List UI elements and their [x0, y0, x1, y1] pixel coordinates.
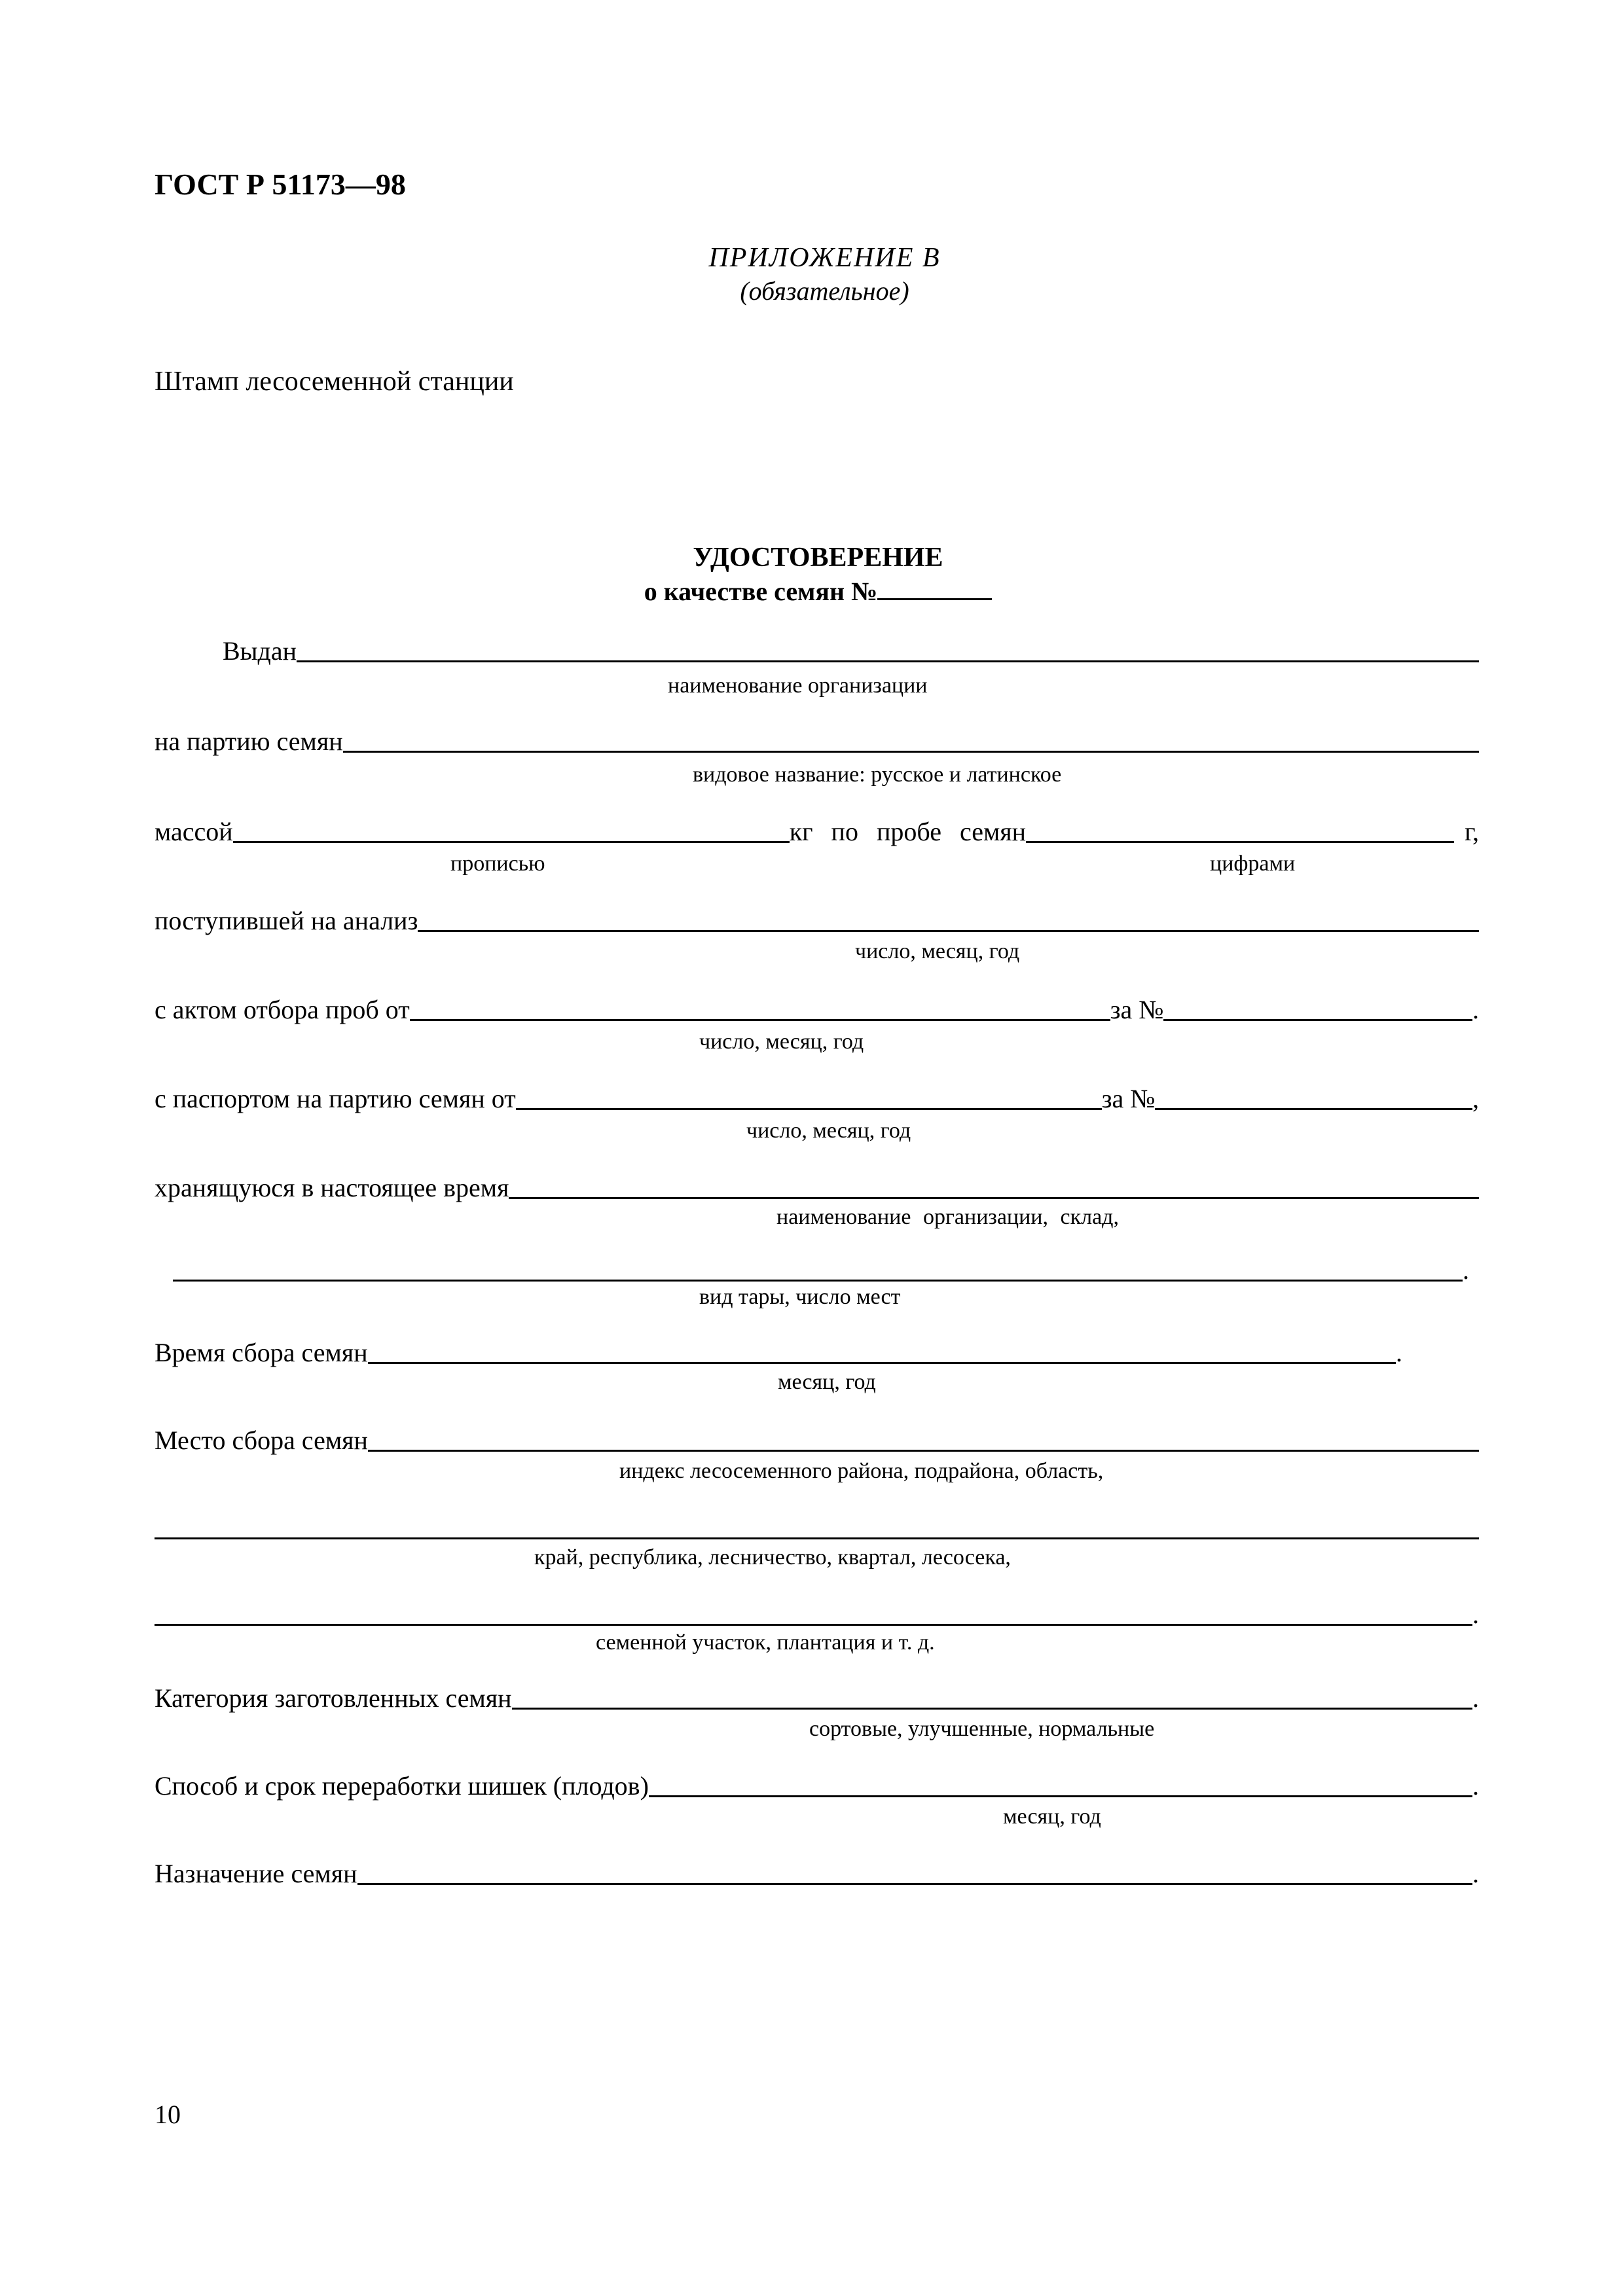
certificate-title: УДОСТОВЕРЕНИЕ	[693, 543, 943, 573]
mass-caption-words: прописью	[450, 852, 545, 876]
purpose-row	[155, 1854, 1479, 1890]
processing-label: Способ и срок переработки шишек (плодов)	[155, 1771, 649, 1801]
mass-row	[155, 812, 1479, 848]
collect-place2-field[interactable]	[155, 1511, 1479, 1539]
collect-place2-row	[155, 1508, 1479, 1545]
act-row	[155, 990, 1479, 1026]
collect-place-caption: индекс лесосеменного района, подрайона, область,	[619, 1459, 1104, 1483]
certificate-subtitle	[0, 575, 1623, 608]
category-row	[155, 1678, 1479, 1715]
received-label: поступившей на анализ	[155, 906, 418, 935]
act-date-field[interactable]	[410, 993, 1110, 1021]
collect-place2-caption: край, республика, лесничество, квартал, лесосека,	[534, 1545, 1011, 1570]
mass-end-text: г,	[1465, 817, 1479, 846]
collect-place3-row	[155, 1594, 1479, 1631]
purpose-label: Назначение семян	[155, 1859, 357, 1888]
received-field[interactable]	[418, 904, 1479, 932]
collect-time-caption: месяц, год	[778, 1370, 876, 1394]
appendix-subtitle: (обязательное)	[740, 276, 909, 306]
issued-caption: наименование организации	[668, 673, 928, 698]
processing-end-text: .	[1472, 1771, 1479, 1801]
page-number: 10	[155, 2100, 181, 2129]
passport-label: с паспортом на партию семян от	[155, 1084, 516, 1113]
act-label: с актом отбора проб от	[155, 995, 410, 1024]
collect-place-row	[155, 1420, 1479, 1457]
purpose-field[interactable]	[357, 1857, 1472, 1885]
issued-label: Выдан	[223, 636, 297, 666]
category-field[interactable]	[512, 1681, 1472, 1710]
stored-caption: наименование организации, склад,	[776, 1205, 1119, 1229]
category-end-text: .	[1472, 1683, 1479, 1713]
collect-place-field[interactable]	[368, 1424, 1479, 1452]
category-label: Категория заготовленных семян	[155, 1683, 512, 1713]
mass-words-field[interactable]	[233, 815, 790, 843]
processing-row	[155, 1766, 1479, 1803]
collect-time-row	[155, 1333, 1402, 1369]
passport-number-field[interactable]	[1155, 1082, 1472, 1110]
passport-row	[155, 1079, 1479, 1115]
collect-time-field[interactable]	[368, 1336, 1396, 1364]
act-caption: число, месяц, год	[699, 1030, 864, 1054]
stored2-caption: вид тары, число мест	[699, 1285, 901, 1309]
passport-date-field[interactable]	[516, 1082, 1102, 1110]
batch-label: на партию семян	[155, 726, 343, 756]
certificate-subtitle-text: о качестве семян №	[644, 577, 878, 606]
collect-place-label: Место сбора семян	[155, 1426, 368, 1455]
processing-caption: месяц, год	[1003, 1804, 1101, 1829]
stored2-end-text: .	[1463, 1255, 1469, 1285]
received-row	[155, 901, 1479, 937]
mass-mid-text: кг по пробе семян	[789, 817, 1027, 846]
stored-row	[155, 1168, 1479, 1204]
issued-field[interactable]	[297, 634, 1479, 662]
issued-row	[223, 631, 1479, 668]
stored-field[interactable]	[509, 1171, 1479, 1199]
mass-caption-digits: цифрами	[1210, 852, 1296, 876]
collect-place3-field[interactable]	[155, 1598, 1472, 1626]
batch-caption: видовое название: русское и латинское	[693, 762, 1062, 787]
passport-number-label: за №	[1101, 1084, 1156, 1113]
passport-end-text: ,	[1472, 1084, 1479, 1113]
act-number-field[interactable]	[1163, 993, 1472, 1021]
processing-field[interactable]	[649, 1769, 1472, 1797]
stored2-row	[173, 1250, 1469, 1287]
batch-row	[155, 721, 1479, 758]
stored2-field[interactable]	[173, 1253, 1463, 1282]
stamp-label: Штамп лесосеменной станции	[155, 367, 514, 397]
appendix-title: ПРИЛОЖЕНИЕ В	[708, 243, 941, 273]
purpose-end-text: .	[1472, 1859, 1479, 1888]
act-end-text: .	[1472, 995, 1479, 1024]
passport-caption: число, месяц, год	[746, 1119, 911, 1143]
standard-number: ГОСТ Р 51173—98	[155, 168, 406, 201]
certificate-number-field[interactable]	[877, 575, 992, 600]
mass-digits-field[interactable]	[1026, 815, 1454, 843]
received-caption: число, месяц, год	[855, 939, 1020, 963]
collect-place3-caption: семенной участок, плантация и т. д.	[596, 1630, 935, 1655]
collect-time-label: Время сбора семян	[155, 1338, 368, 1367]
mass-label: массой	[155, 817, 233, 846]
stored-label: хранящуюся в настоящее время	[155, 1173, 509, 1202]
category-caption: сортовые, улучшенные, нормальные	[809, 1717, 1155, 1741]
collect-place3-end-text: .	[1472, 1600, 1479, 1629]
act-number-label: за №	[1110, 995, 1164, 1024]
collect-time-end-text: .	[1396, 1338, 1402, 1367]
batch-field[interactable]	[343, 725, 1479, 753]
